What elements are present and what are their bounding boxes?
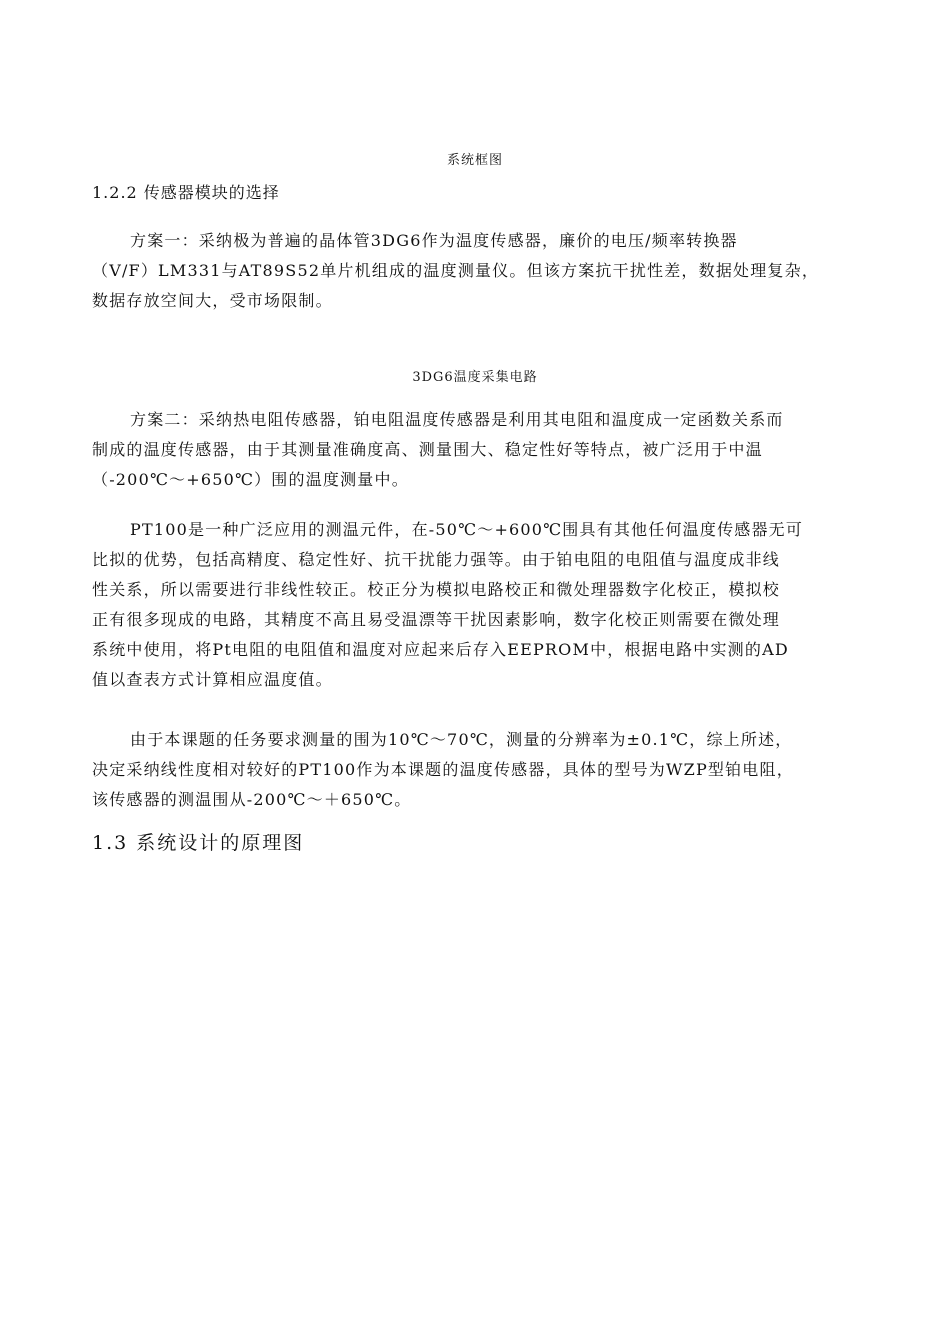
paragraph-line: 该传感器的测温围从-200℃～＋650℃。 — [92, 790, 412, 809]
paragraph-scheme-two — [92, 405, 862, 495]
paragraph-line: 比拟的优势，包括高精度、稳定性好、抗干扰能力强等。由于铂电阻的电阻值与温度成非线 — [92, 550, 781, 569]
section-heading-1-2-2: 1.2.2 传感器模块的选择 — [92, 183, 280, 202]
paragraph-line: 性关系，所以需要进行非线性较正。校正分为模拟电路校正和微处理器数字化校正，模拟校 — [92, 580, 781, 599]
figure-caption-system-block-diagram: 系统框图 — [446, 153, 503, 168]
paragraph-line: 方案二：采纳热电阻传感器，铂电阻温度传感器是利用其电阻和温度成一定函数关系而 — [130, 410, 784, 429]
paragraph-scheme-one — [92, 226, 862, 316]
paragraph-line: （V/F）LM331与AT89S52单片机组成的温度测量仪。但该方案抗干扰性差，数据处理复杂， — [92, 261, 820, 280]
paragraph-line: PT100是一种广泛应用的测温元件，在-50℃～+600℃围具有其他任何温度传感器无可 — [130, 520, 804, 539]
paragraph-line: （-200℃～+650℃）围的温度测量中。 — [92, 470, 409, 489]
paragraph-line: 正有很多现成的电路，其精度不高且易受温漂等干扰因素影响，数字化校正则需要在微处理 — [92, 610, 781, 629]
paragraph-line: 数据存放空间大，受市场限制。 — [92, 291, 333, 310]
paragraph-line: 方案一：采纳极为普遍的晶体管3DG6作为温度传感器，廉价的电压/频率转换器 — [130, 231, 738, 250]
paragraph-line: 系统中使用，将Pt电阻的电阻值和温度对应起来后存入EEPROM中，根据电路中实测的AD — [92, 640, 789, 659]
section-heading-1-3: 1.3 系统设计的原理图 — [92, 832, 305, 854]
paragraph-line: 决定采纳线性度相对较好的PT100作为本课题的温度传感器，具体的型号为WZP型铂电阻， — [92, 760, 794, 779]
figure-caption-acquisition-circuit: 3DG6温度采集电路 — [412, 370, 538, 385]
paragraph-conclusion — [92, 725, 862, 815]
paragraph-line: 值以查表方式计算相应温度值。 — [92, 670, 333, 689]
paragraph-line: 由于本课题的任务要求测量的围为10℃～70℃，测量的分辨率为±0.1℃，综上所述， — [130, 730, 793, 749]
paragraph-line: 制成的温度传感器，由于其测量准确度高、测量围大、稳定性好等特点，被广泛用于中温 — [92, 440, 763, 459]
paragraph-pt100 — [92, 515, 862, 695]
